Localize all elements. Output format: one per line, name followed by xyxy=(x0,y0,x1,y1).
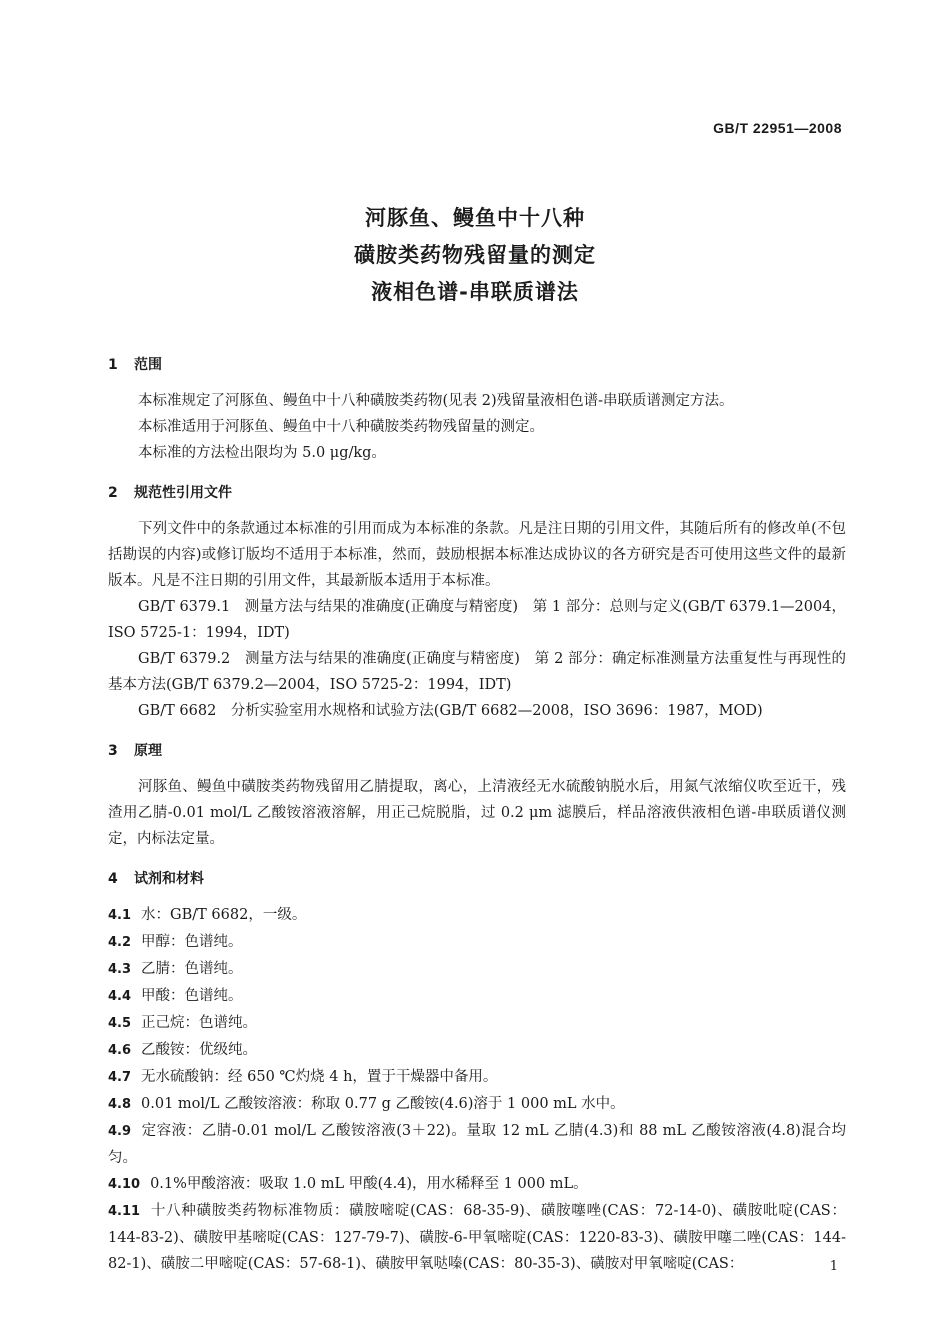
reference-entry: GB/T 6379.2 测量方法与结果的准确度(正确度与精密度) 第 2 部分：确定标准测量方法重复性与再现性的基本方法(GB/T 6379.2—2004，ISO 5725-2：1994，IDT) xyxy=(108,651,846,693)
title-line-1: 河豚鱼、鳗鱼中十八种 xyxy=(365,206,585,230)
item-number: 4.8 xyxy=(108,1097,132,1112)
list-item xyxy=(108,1198,846,1277)
title-line-2: 磺胺类药物残留量的测定 xyxy=(354,243,596,267)
item-text: 乙腈：色谱纯。 xyxy=(141,961,243,977)
item-number: 4.2 xyxy=(108,935,132,950)
item-number: 4.11 xyxy=(108,1204,141,1219)
item-text: 甲醇：色谱纯。 xyxy=(141,934,243,950)
list-item xyxy=(108,956,846,983)
paragraph: 河豚鱼、鳗鱼中磺胺类药物残留用乙腈提取，离心，上清液经无水硫酸钠脱水后，用氮气浓缩仪吹至近干，残渣用乙腈-0.01 mol/L 乙酸铵溶液溶解，用正己烷脱脂，过 0.2 μm 滤膜后，样品溶液供液相色谱-串联质谱仪测定，内标法定量。 xyxy=(108,779,846,847)
paragraph: 下列文件中的条款通过本标准的引用而成为本标准的条款。凡是注日期的引用文件，其随后所有的修改单(不包括勘误的内容)或修订版均不适用于本标准，然而，鼓励根据本标准达成协议的各方研究是否可使用这些文件的最新版本。凡是不注日期的引用文件，其最新版本适用于本标准。 xyxy=(108,521,846,589)
document-body xyxy=(108,352,846,1277)
item-number: 4.3 xyxy=(108,962,132,977)
item-text: 无水硫酸钠：经 650 ℃灼烧 4 h，置于干燥器中备用。 xyxy=(141,1069,498,1085)
section-number: 1 xyxy=(108,357,118,373)
section-2-heading xyxy=(108,480,846,506)
reference-entry: GB/T 6682 分析实验室用水规格和试验方法(GB/T 6682—2008，ISO 3696：1987，MOD) xyxy=(138,703,763,719)
item-text: 定容液：乙腈-0.01 mol/L 乙酸铵溶液(3＋22)。量取 12 mL 乙腈(4.3)和 88 mL 乙酸铵溶液(4.8)混合均匀。 xyxy=(108,1123,846,1166)
list-item xyxy=(108,1118,846,1171)
section-number: 3 xyxy=(108,743,118,759)
item-text: 十八种磺胺类药物标准物质：磺胺嘧啶(CAS：68-35-9)、磺胺噻唑(CAS：72-14-0)、磺胺吡啶(CAS：144-83-2)、磺胺甲基嘧啶(CAS：127-79-7)、磺胺-6-甲氧嘧啶(CAS：1220-83-3)、磺胺甲噻二唑(CAS：144-82-1)、磺胺二甲嘧啶(CAS：57-68-1)、磺胺甲氧哒嗪(CAS：80-35-3)、磺胺对甲氧嘧啶(CAS： xyxy=(108,1203,846,1272)
title-line-3: 液相色谱-串联质谱法 xyxy=(371,280,579,304)
list-item xyxy=(108,1171,846,1198)
item-text: 0.1%甲酸溶液：吸取 1.0 mL 甲酸(4.4)，用水稀释至 1 000 mL。 xyxy=(150,1176,588,1192)
list-item xyxy=(108,983,846,1010)
paragraph: 本标准的方法检出限均为 5.0 μg/kg。 xyxy=(138,445,386,461)
item-text: 正己烷：色谱纯。 xyxy=(141,1015,258,1031)
paragraph: 本标准规定了河豚鱼、鳗鱼中十八种磺胺类药物(见表 2)残留量液相色谱-串联质谱测定方法。 xyxy=(138,393,734,409)
item-number: 4.7 xyxy=(108,1070,132,1085)
item-text: 0.01 mol/L 乙酸铵溶液：称取 0.77 g 乙酸铵(4.6)溶于 1 000 mL 水中。 xyxy=(141,1096,625,1112)
section-number: 2 xyxy=(108,485,118,501)
page-number: 1 xyxy=(829,1259,838,1274)
list-item xyxy=(108,1064,846,1091)
section-4-heading xyxy=(108,866,846,892)
section-number: 4 xyxy=(108,871,118,887)
list-item xyxy=(108,1010,846,1037)
item-number: 4.1 xyxy=(108,908,132,923)
section-title: 原理 xyxy=(134,743,162,759)
list-item xyxy=(108,1091,846,1118)
reference-entry: GB/T 6379.1 测量方法与结果的准确度(正确度与精密度) 第 1 部分：总则与定义(GB/T 6379.1—2004，ISO 5725-1：1994，IDT) xyxy=(108,599,846,641)
section-1-heading xyxy=(108,352,846,378)
list-item xyxy=(108,929,846,956)
standard-code: GB/T 22951—2008 xyxy=(713,120,842,136)
paragraph: 本标准适用于河豚鱼、鳗鱼中十八种磺胺类药物残留量的测定。 xyxy=(138,419,544,435)
item-text: 乙酸铵：优级纯。 xyxy=(141,1042,258,1058)
section-title: 规范性引用文件 xyxy=(134,485,232,501)
item-number: 4.5 xyxy=(108,1016,132,1031)
document-title xyxy=(0,200,950,311)
item-number: 4.4 xyxy=(108,989,132,1004)
list-item xyxy=(108,902,846,929)
item-text: 甲酸：色谱纯。 xyxy=(141,988,243,1004)
section-3-heading xyxy=(108,738,846,764)
list-item xyxy=(108,1037,846,1064)
item-number: 4.9 xyxy=(108,1124,132,1139)
item-number: 4.6 xyxy=(108,1043,132,1058)
item-number: 4.10 xyxy=(108,1177,141,1192)
section-title: 范围 xyxy=(134,357,162,373)
section-title: 试剂和材料 xyxy=(134,871,204,887)
item-text: 水：GB/T 6682，一级。 xyxy=(141,907,307,923)
